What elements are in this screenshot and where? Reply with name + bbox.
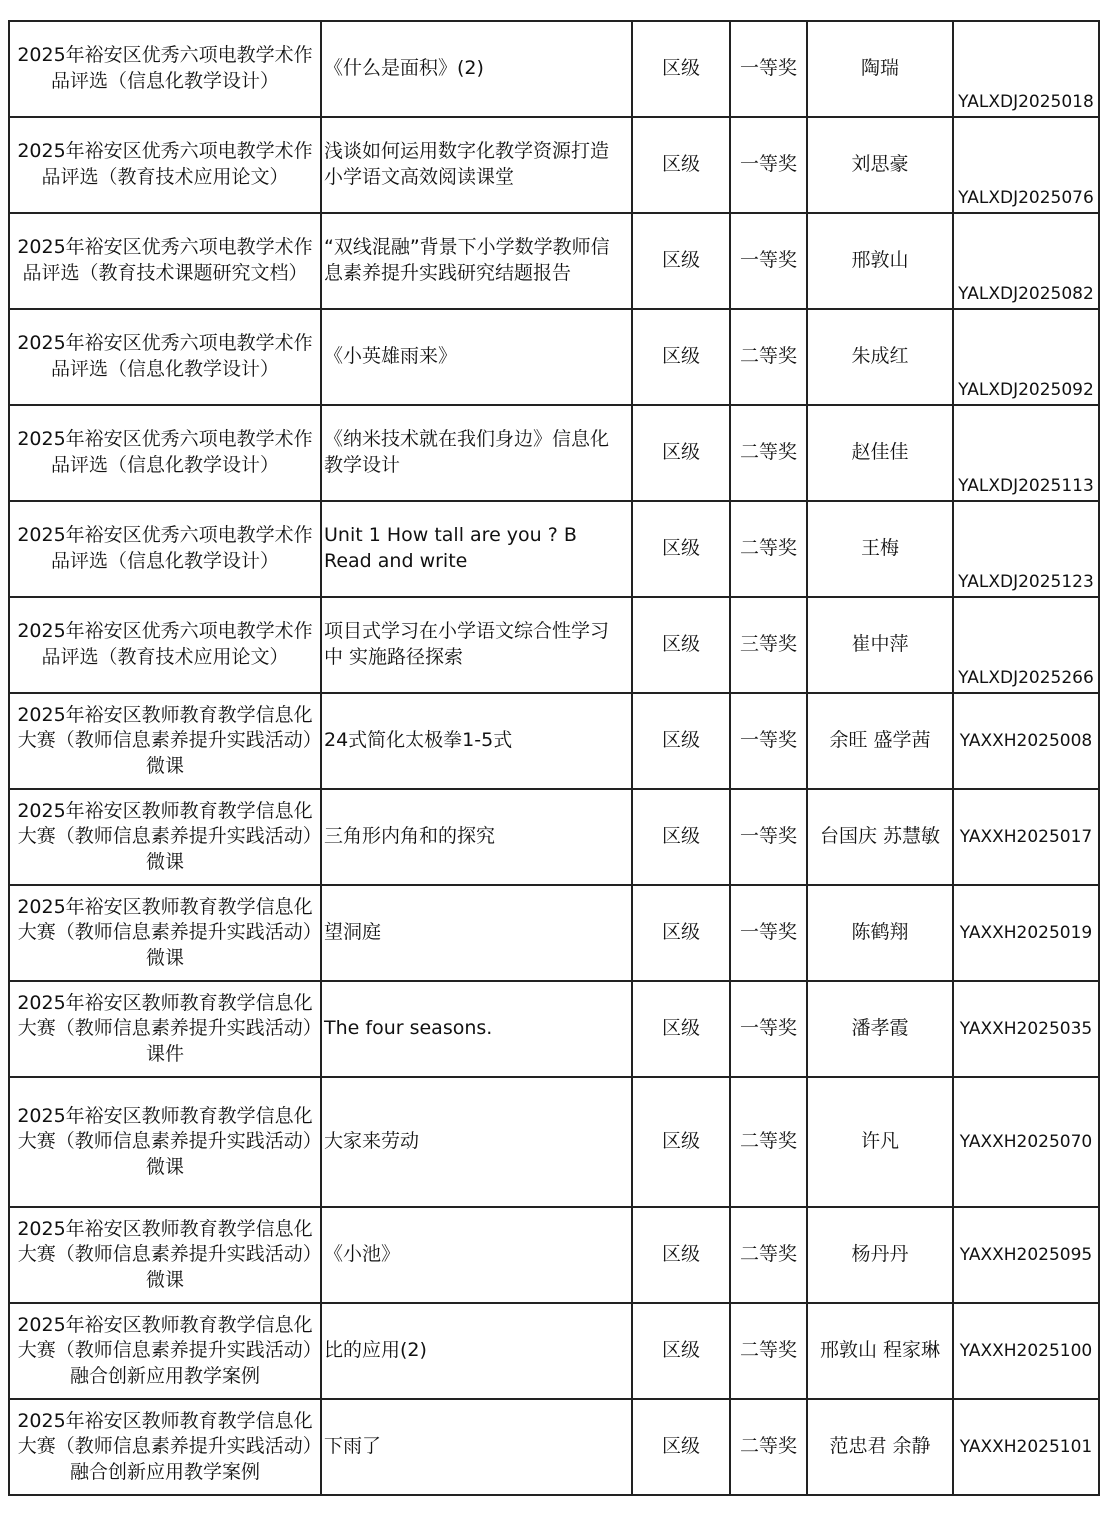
work-title-cell: 《什么是面积》(2)	[321, 21, 632, 117]
award-cell: 一等奖	[730, 213, 807, 309]
competition-name-cell: 2025年裕安区教师教育教学信息化大赛（教师信息素养提升实践活动）融合创新应用教学案例	[9, 1399, 321, 1495]
competition-name-cell: 2025年裕安区教师教育教学信息化大赛（教师信息素养提升实践活动）微课	[9, 789, 321, 885]
award-cell: 二等奖	[730, 1077, 807, 1207]
level-cell: 区级	[632, 597, 730, 693]
work-title-cell: “双线混融”背景下小学数学教师信息素养提升实践研究结题报告	[321, 213, 632, 309]
table-row	[9, 309, 1099, 405]
table-row	[9, 693, 1099, 789]
award-cell: 二等奖	[730, 1303, 807, 1399]
level-cell: 区级	[632, 213, 730, 309]
work-title-cell: 浅谈如何运用数字化教学资源打造小学语文高效阅读课堂	[321, 117, 632, 213]
table-row	[9, 21, 1099, 117]
certificate-code-cell: YAXXH2025070	[953, 1077, 1099, 1207]
award-cell: 一等奖	[730, 21, 807, 117]
level-cell: 区级	[632, 1077, 730, 1207]
award-cell: 二等奖	[730, 309, 807, 405]
award-cell: 一等奖	[730, 117, 807, 213]
table-row	[9, 885, 1099, 981]
certificate-code-cell: YALXDJ2025123	[953, 501, 1099, 597]
table-row	[9, 1303, 1099, 1399]
table-row	[9, 597, 1099, 693]
certificate-code-cell: YAXXH2025095	[953, 1207, 1099, 1303]
work-title-cell: 比的应用(2)	[321, 1303, 632, 1399]
level-cell: 区级	[632, 21, 730, 117]
table-row	[9, 405, 1099, 501]
competition-name-cell: 2025年裕安区教师教育教学信息化大赛（教师信息素养提升实践活动）微课	[9, 885, 321, 981]
table-row	[9, 501, 1099, 597]
level-cell: 区级	[632, 981, 730, 1077]
author-cell: 朱成红	[807, 309, 953, 405]
table-row	[9, 1399, 1099, 1495]
table-row	[9, 117, 1099, 213]
work-title-cell: 大家来劳动	[321, 1077, 632, 1207]
work-title-cell: 项目式学习在小学语文综合性学习中 实施路径探索	[321, 597, 632, 693]
level-cell: 区级	[632, 885, 730, 981]
award-cell: 一等奖	[730, 693, 807, 789]
competition-name-cell: 2025年裕安区教师教育教学信息化大赛（教师信息素养提升实践活动）融合创新应用教学案例	[9, 1303, 321, 1399]
certificate-code-cell: YAXXH2025101	[953, 1399, 1099, 1495]
certificate-code-cell: YALXDJ2025092	[953, 309, 1099, 405]
award-table-body	[9, 21, 1099, 1495]
author-cell: 陈鹤翔	[807, 885, 953, 981]
level-cell: 区级	[632, 117, 730, 213]
work-title-cell: 24式简化太极拳1-5式	[321, 693, 632, 789]
competition-name-cell: 2025年裕安区教师教育教学信息化大赛（教师信息素养提升实践活动）课件	[9, 981, 321, 1077]
competition-name-cell: 2025年裕安区优秀六项电教学术作品评选（信息化教学设计）	[9, 21, 321, 117]
author-cell: 邢敦山	[807, 213, 953, 309]
author-cell: 许凡	[807, 1077, 953, 1207]
work-title-cell: 下雨了	[321, 1399, 632, 1495]
certificate-code-cell: YALXDJ2025082	[953, 213, 1099, 309]
competition-name-cell: 2025年裕安区优秀六项电教学术作品评选（信息化教学设计）	[9, 501, 321, 597]
author-cell: 王梅	[807, 501, 953, 597]
author-cell: 崔中萍	[807, 597, 953, 693]
award-cell: 二等奖	[730, 1399, 807, 1495]
award-cell: 一等奖	[730, 981, 807, 1077]
award-cell: 二等奖	[730, 405, 807, 501]
level-cell: 区级	[632, 1207, 730, 1303]
work-title-cell: 《小英雄雨来》	[321, 309, 632, 405]
author-cell: 陶瑞	[807, 21, 953, 117]
certificate-code-cell: YALXDJ2025018	[953, 21, 1099, 117]
work-title-cell: 三角形内角和的探究	[321, 789, 632, 885]
level-cell: 区级	[632, 405, 730, 501]
author-cell: 邢敦山 程家琳	[807, 1303, 953, 1399]
table-row	[9, 1207, 1099, 1303]
work-title-cell: Unit 1 How tall are you ? B Read and write	[321, 501, 632, 597]
award-cell: 二等奖	[730, 1207, 807, 1303]
competition-name-cell: 2025年裕安区教师教育教学信息化大赛（教师信息素养提升实践活动）微课	[9, 1207, 321, 1303]
table-row	[9, 213, 1099, 309]
award-cell: 三等奖	[730, 597, 807, 693]
table-row	[9, 1077, 1099, 1207]
table-row	[9, 981, 1099, 1077]
certificate-code-cell: YAXXH2025035	[953, 981, 1099, 1077]
award-cell: 二等奖	[730, 501, 807, 597]
certificate-code-cell: YAXXH2025008	[953, 693, 1099, 789]
work-title-cell: The four seasons.	[321, 981, 632, 1077]
author-cell: 杨丹丹	[807, 1207, 953, 1303]
level-cell: 区级	[632, 1303, 730, 1399]
award-table	[8, 20, 1100, 1496]
author-cell: 刘思豪	[807, 117, 953, 213]
level-cell: 区级	[632, 309, 730, 405]
award-cell: 一等奖	[730, 789, 807, 885]
author-cell: 潘孝霞	[807, 981, 953, 1077]
certificate-code-cell: YALXDJ2025266	[953, 597, 1099, 693]
award-cell: 一等奖	[730, 885, 807, 981]
work-title-cell: 《纳米技术就在我们身边》信息化教学设计	[321, 405, 632, 501]
author-cell: 赵佳佳	[807, 405, 953, 501]
certificate-code-cell: YALXDJ2025113	[953, 405, 1099, 501]
competition-name-cell: 2025年裕安区优秀六项电教学术作品评选（信息化教学设计）	[9, 405, 321, 501]
competition-name-cell: 2025年裕安区优秀六项电教学术作品评选（教育技术课题研究文档）	[9, 213, 321, 309]
certificate-code-cell: YAXXH2025019	[953, 885, 1099, 981]
competition-name-cell: 2025年裕安区教师教育教学信息化大赛（教师信息素养提升实践活动）微课	[9, 1077, 321, 1207]
competition-name-cell: 2025年裕安区优秀六项电教学术作品评选（教育技术应用论文）	[9, 597, 321, 693]
competition-name-cell: 2025年裕安区教师教育教学信息化大赛（教师信息素养提升实践活动）微课	[9, 693, 321, 789]
level-cell: 区级	[632, 1399, 730, 1495]
certificate-code-cell: YAXXH2025017	[953, 789, 1099, 885]
author-cell: 余旺 盛学茜	[807, 693, 953, 789]
author-cell: 范忠君 余静	[807, 1399, 953, 1495]
author-cell: 台国庆 苏慧敏	[807, 789, 953, 885]
competition-name-cell: 2025年裕安区优秀六项电教学术作品评选（教育技术应用论文）	[9, 117, 321, 213]
work-title-cell: 《小池》	[321, 1207, 632, 1303]
level-cell: 区级	[632, 789, 730, 885]
certificate-code-cell: YAXXH2025100	[953, 1303, 1099, 1399]
level-cell: 区级	[632, 693, 730, 789]
certificate-code-cell: YALXDJ2025076	[953, 117, 1099, 213]
table-row	[9, 789, 1099, 885]
competition-name-cell: 2025年裕安区优秀六项电教学术作品评选（信息化教学设计）	[9, 309, 321, 405]
level-cell: 区级	[632, 501, 730, 597]
work-title-cell: 望洞庭	[321, 885, 632, 981]
